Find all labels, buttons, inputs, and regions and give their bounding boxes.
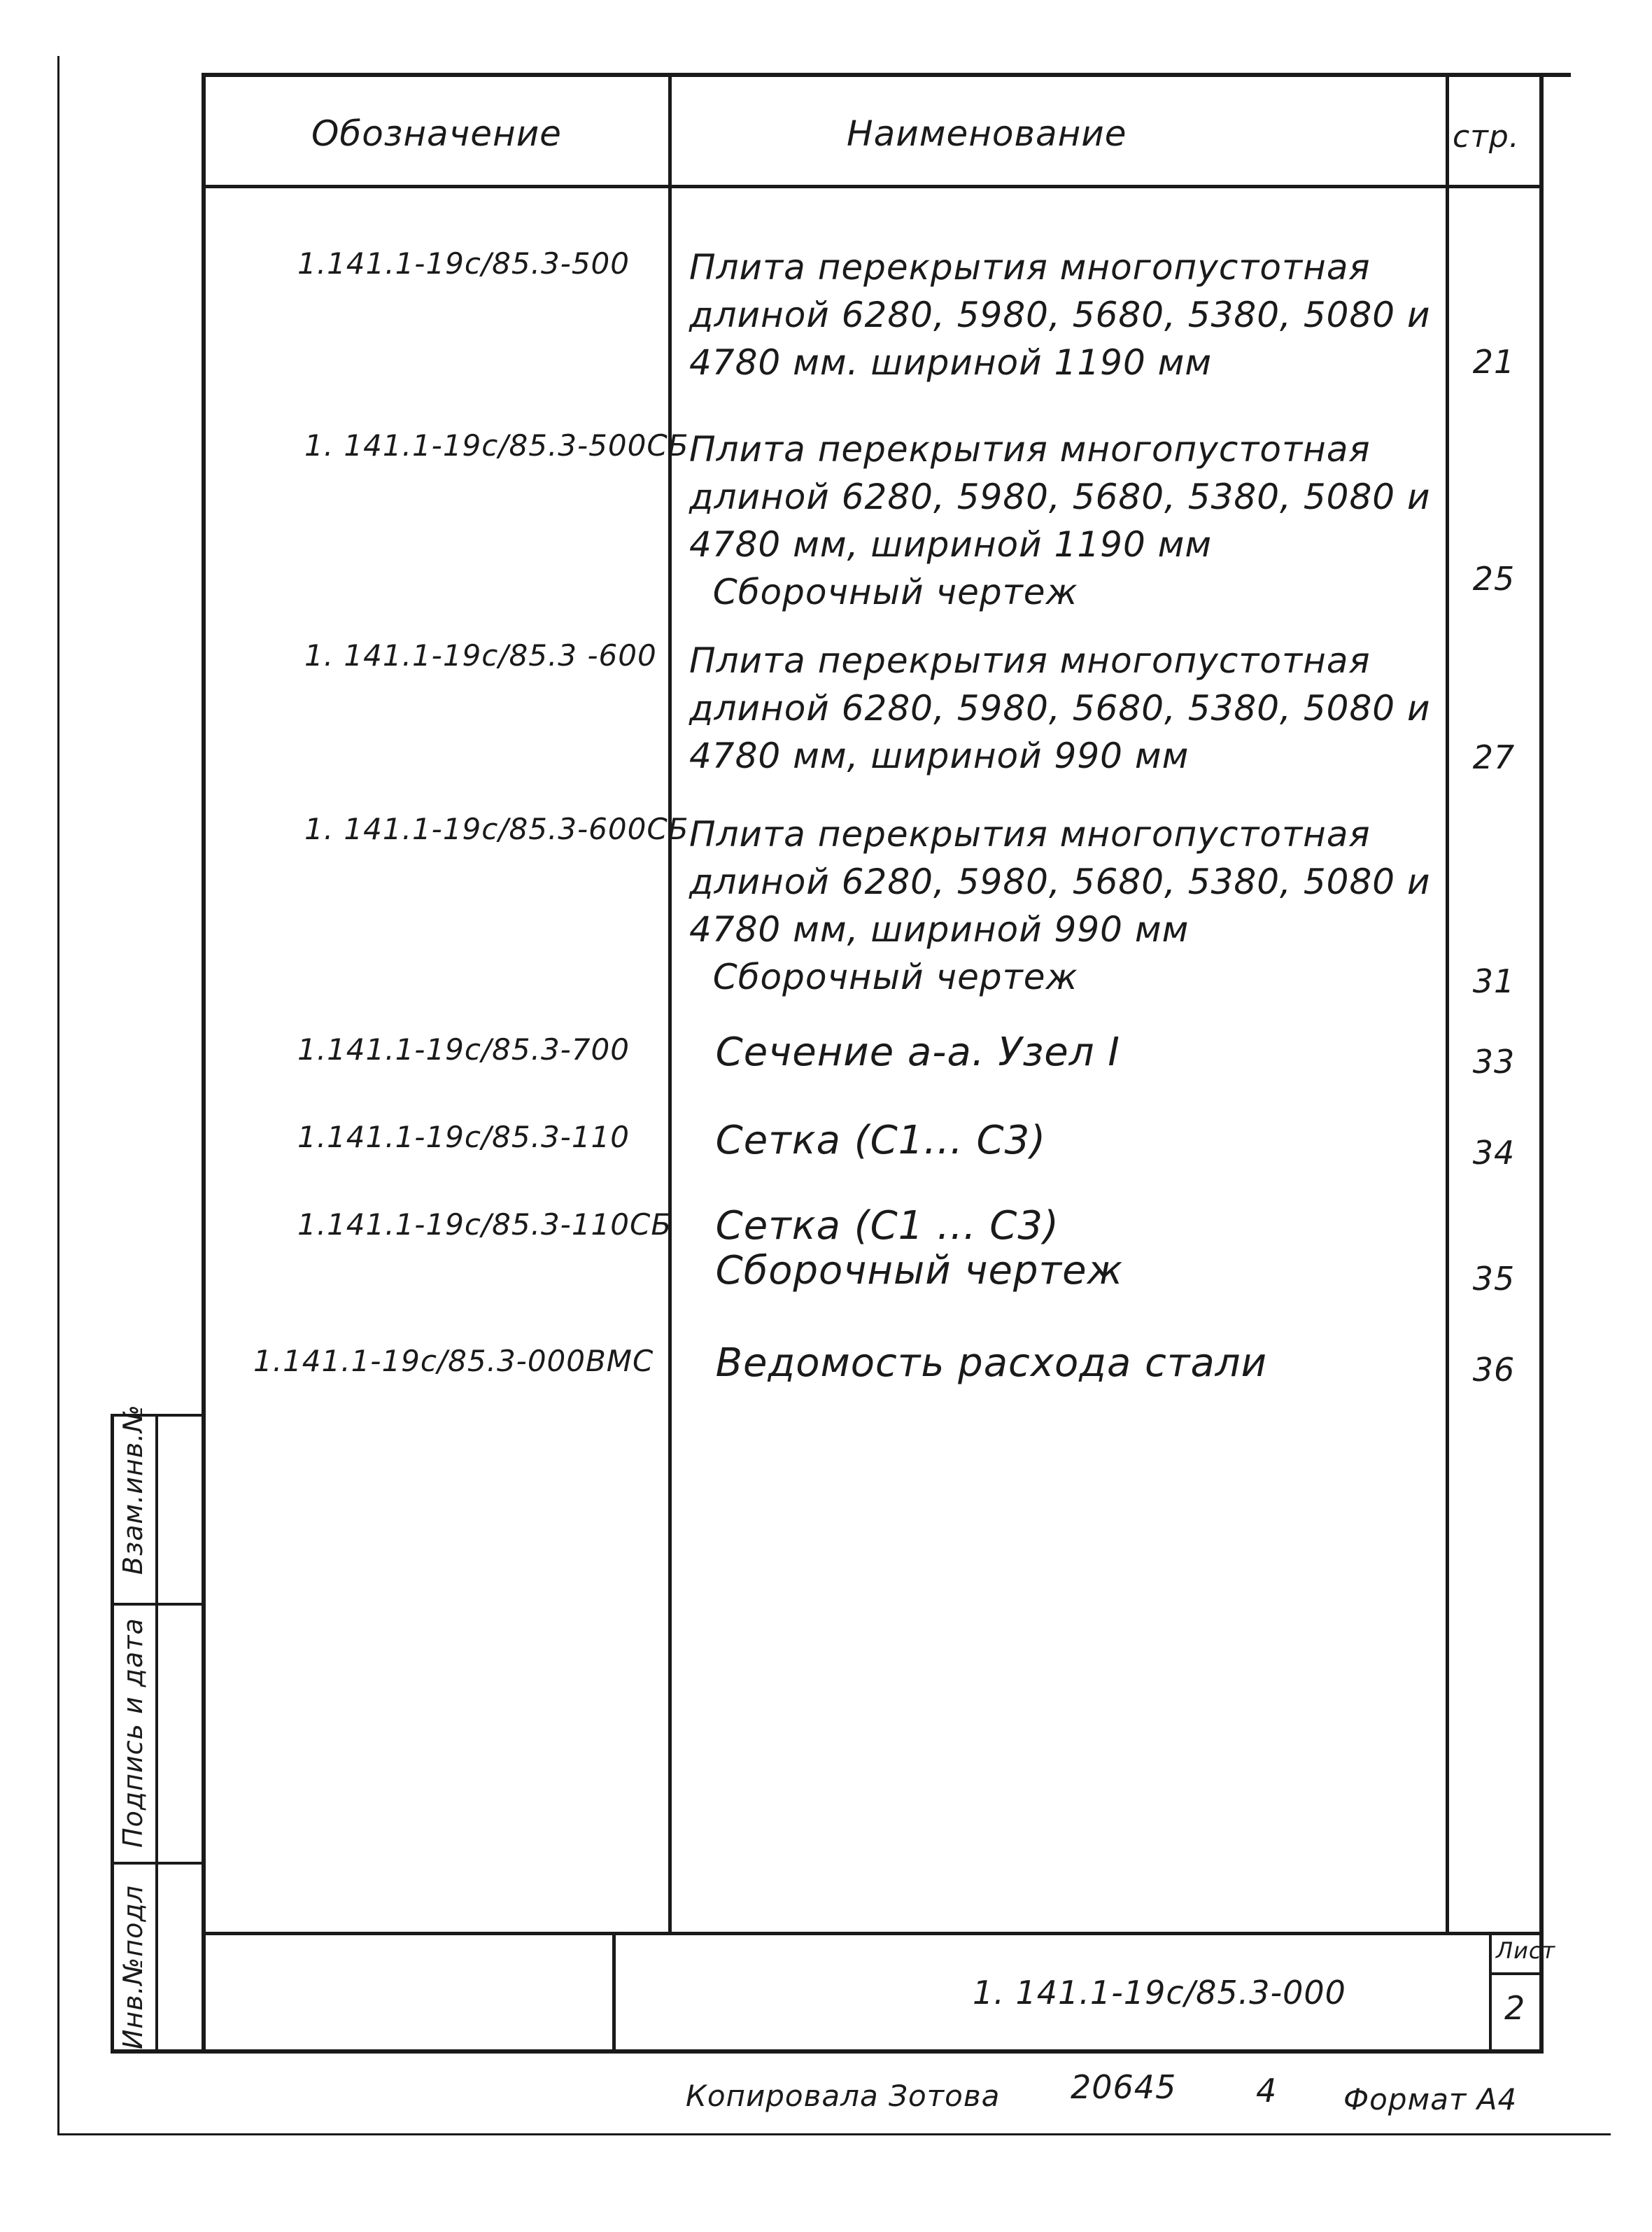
row-name: Сетка (С1 ... С3) Сборочный чертеж: [715, 1203, 1124, 1293]
sheet-label: Лист: [1496, 1937, 1556, 1964]
row-code: 1. 141.1-19с/85.3-500СБ: [304, 428, 689, 463]
frame-left: [202, 73, 206, 2054]
row-page: 31: [1472, 962, 1516, 1000]
header-designation: Обозначение: [311, 113, 562, 154]
row-page: 35: [1472, 1260, 1516, 1298]
doc-code: 1. 141.1-19с/85.3-000: [973, 1974, 1346, 2012]
stamp-sep-2: [111, 1862, 203, 1865]
stamp-sign-date: Подпись и дата: [118, 1617, 148, 1848]
stamp-outer-left: [111, 1414, 114, 2052]
header-name: Наименование: [847, 113, 1127, 154]
row-code: 1.141.1-19с/85.3-000ВМС: [253, 1344, 654, 1378]
row-code: 1. 141.1-19с/85.3-600СБ: [304, 812, 689, 846]
page-edge-bottom: [57, 2133, 1611, 2135]
frame-top: [203, 73, 1571, 77]
sheet-number: 2: [1504, 1989, 1526, 2027]
footer-copied: Копировала Зотова: [686, 2079, 1001, 2113]
title-block-divider: [612, 1932, 616, 2051]
row-page: 36: [1472, 1351, 1516, 1389]
footer-num: 4: [1256, 2072, 1278, 2110]
row-name: Плита перекрытия многопустотная длиной 6280, 5980, 5680, 5380, 5080 и 4780 мм, шириной 990 мм: [689, 640, 1431, 776]
row-code: 1.141.1-19с/85.3-500: [297, 246, 630, 281]
header-divider: [203, 185, 1543, 188]
footer-format: Формат А4: [1343, 2082, 1518, 2117]
row-name: Ведомость расхода стали: [689, 1340, 1267, 1386]
footer-order-no: 20645: [1071, 2068, 1177, 2106]
stamp-replace-inv: Взам.инв.№: [118, 1404, 148, 1575]
row-name: Плита перекрытия многопустотная длиной 6280, 5980, 5680, 5380, 5080 и 4780 мм. шириной 1190 мм: [689, 247, 1431, 383]
row-code: 1. 141.1-19с/85.3 -600: [304, 638, 657, 673]
row-page: 25: [1472, 560, 1516, 598]
sheet-cell-mid: [1489, 1972, 1542, 1975]
row-page: 27: [1472, 738, 1516, 776]
row-name: Сетка (С1... С3): [689, 1118, 1047, 1163]
row-name: Плита перекрытия многопустотная длиной 6280, 5980, 5680, 5380, 5080 и 4780 мм, шириной 990 мм Сборочный чертеж: [689, 814, 1431, 997]
row-name: Плита перекрытия многопустотная длиной 6280, 5980, 5680, 5380, 5080 и 4780 мм, шириной 1190 мм Сборочный чертеж: [689, 429, 1431, 612]
row-page: 21: [1472, 343, 1516, 381]
row-code: 1.141.1-19с/85.3-110: [297, 1120, 630, 1154]
stamp-inv-orig: Инв.№подл: [118, 1885, 148, 2049]
header-page: стр.: [1453, 119, 1520, 155]
col-divider-1: [668, 73, 672, 1935]
stamp-sep-1: [111, 1603, 203, 1606]
row-code: 1.141.1-19с/85.3-110СБ: [297, 1207, 672, 1242]
row-page: 33: [1472, 1043, 1516, 1081]
row-code: 1.141.1-19с/85.3-700: [297, 1032, 630, 1067]
page-edge-left: [57, 56, 59, 2135]
row-page: 34: [1472, 1134, 1516, 1172]
sheet-cell-left: [1489, 1932, 1492, 2051]
row-name: Сечение а-а. Узел I: [689, 1030, 1120, 1075]
title-block-top: [203, 1932, 1543, 1935]
stamp-inner: [155, 1414, 158, 2052]
frame-bottom: [111, 2049, 1544, 2054]
